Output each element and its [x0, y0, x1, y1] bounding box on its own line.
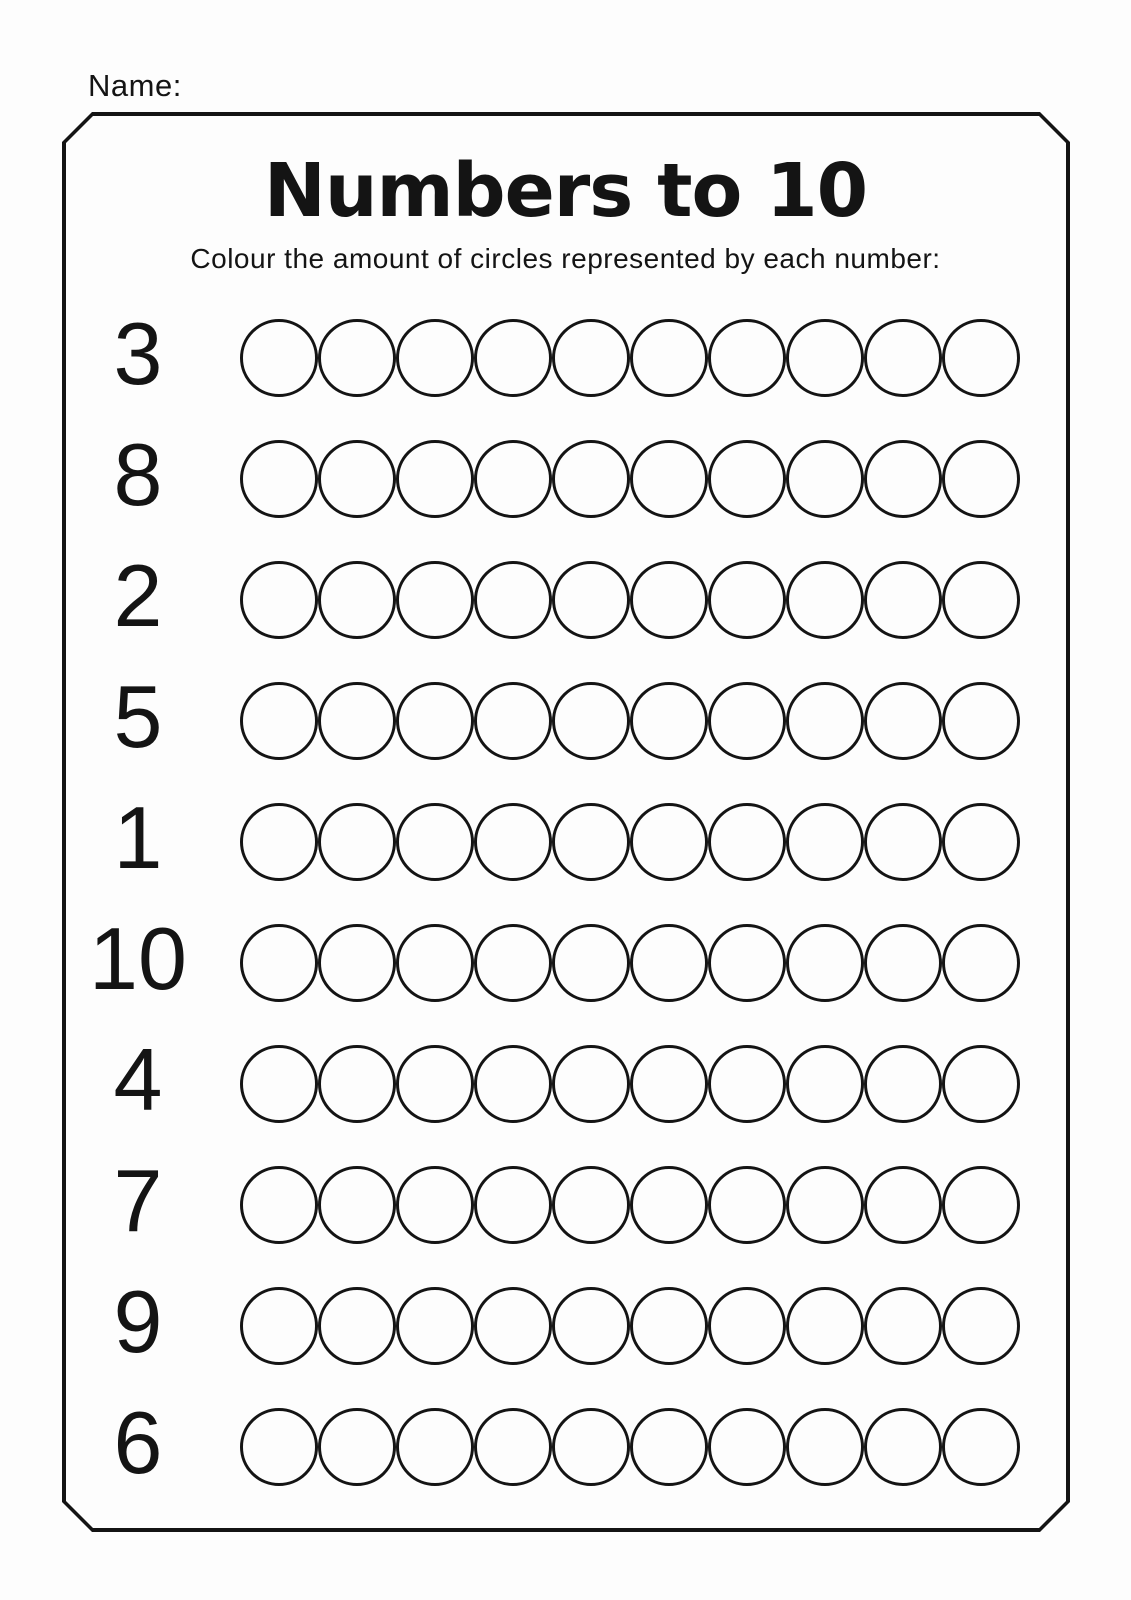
- colour-circle[interactable]: [474, 319, 552, 397]
- circle-strip: [240, 1287, 1020, 1365]
- colour-circle[interactable]: [396, 1287, 474, 1365]
- colour-circle[interactable]: [240, 561, 318, 639]
- colour-circle[interactable]: [708, 561, 786, 639]
- colour-circle[interactable]: [942, 803, 1020, 881]
- row-number-label: 6: [113, 1392, 163, 1492]
- colour-circle[interactable]: [786, 561, 864, 639]
- worksheet-row: [0, 1386, 1131, 1507]
- row-number-label: 5: [113, 666, 163, 766]
- row-number-label: 1: [113, 787, 163, 887]
- circle-strip: [240, 319, 1020, 397]
- colour-circle[interactable]: [240, 319, 318, 397]
- row-number-label: 9: [113, 1271, 163, 1371]
- worksheet-row: [0, 1144, 1131, 1265]
- colour-circle[interactable]: [864, 1045, 942, 1123]
- colour-circle[interactable]: [552, 1287, 630, 1365]
- colour-circle[interactable]: [396, 1408, 474, 1486]
- colour-circle[interactable]: [630, 1287, 708, 1365]
- name-label: Name:: [88, 68, 182, 103]
- colour-circle[interactable]: [786, 682, 864, 760]
- colour-circle[interactable]: [630, 1408, 708, 1486]
- colour-circle[interactable]: [552, 682, 630, 760]
- colour-circle[interactable]: [240, 1287, 318, 1365]
- colour-circle[interactable]: [786, 924, 864, 1002]
- worksheet-row: [0, 418, 1131, 539]
- colour-circle[interactable]: [240, 803, 318, 881]
- colour-circle[interactable]: [318, 803, 396, 881]
- colour-circle[interactable]: [786, 1287, 864, 1365]
- colour-circle[interactable]: [708, 1166, 786, 1244]
- colour-circle[interactable]: [864, 803, 942, 881]
- colour-circle[interactable]: [630, 1045, 708, 1123]
- colour-circle[interactable]: [396, 319, 474, 397]
- colour-circle[interactable]: [474, 440, 552, 518]
- colour-circle[interactable]: [864, 1408, 942, 1486]
- worksheet-row: [0, 1023, 1131, 1144]
- colour-circle[interactable]: [474, 1408, 552, 1486]
- colour-circle[interactable]: [474, 1287, 552, 1365]
- colour-circle[interactable]: [474, 1045, 552, 1123]
- colour-circle[interactable]: [942, 1045, 1020, 1123]
- colour-circle[interactable]: [318, 561, 396, 639]
- colour-circle[interactable]: [708, 319, 786, 397]
- worksheet-row: [0, 902, 1131, 1023]
- row-number-label: 3: [113, 303, 163, 403]
- colour-circle[interactable]: [630, 319, 708, 397]
- row-number-label: 10: [89, 908, 187, 1008]
- colour-circle[interactable]: [240, 1166, 318, 1244]
- colour-circle[interactable]: [240, 1408, 318, 1486]
- colour-circle[interactable]: [708, 1408, 786, 1486]
- colour-circle[interactable]: [318, 1287, 396, 1365]
- worksheet-row: [0, 297, 1131, 418]
- colour-circle[interactable]: [396, 924, 474, 1002]
- colour-circle[interactable]: [864, 924, 942, 1002]
- colour-circle[interactable]: [630, 682, 708, 760]
- colour-circle[interactable]: [474, 803, 552, 881]
- colour-circle[interactable]: [942, 319, 1020, 397]
- circle-strip: [240, 803, 1020, 881]
- colour-circle[interactable]: [630, 803, 708, 881]
- colour-circle[interactable]: [552, 319, 630, 397]
- row-number-label: 7: [113, 1150, 163, 1250]
- colour-circle[interactable]: [708, 682, 786, 760]
- colour-circle[interactable]: [786, 1166, 864, 1244]
- colour-circle[interactable]: [552, 803, 630, 881]
- colour-circle[interactable]: [864, 682, 942, 760]
- colour-circle[interactable]: [942, 1408, 1020, 1486]
- colour-circle[interactable]: [396, 1045, 474, 1123]
- colour-circle[interactable]: [318, 319, 396, 397]
- colour-circle[interactable]: [786, 1045, 864, 1123]
- circle-strip: [240, 561, 1020, 639]
- colour-circle[interactable]: [240, 1045, 318, 1123]
- colour-circle[interactable]: [708, 803, 786, 881]
- circle-strip: [240, 440, 1020, 518]
- colour-circle[interactable]: [708, 1287, 786, 1365]
- colour-circle[interactable]: [474, 561, 552, 639]
- colour-circle[interactable]: [864, 1166, 942, 1244]
- colour-circle[interactable]: [318, 1045, 396, 1123]
- colour-circle[interactable]: [786, 1408, 864, 1486]
- colour-circle[interactable]: [942, 561, 1020, 639]
- colour-circle[interactable]: [474, 682, 552, 760]
- row-number-label: 4: [113, 1029, 163, 1129]
- worksheet-row: [0, 1265, 1131, 1386]
- colour-circle[interactable]: [396, 803, 474, 881]
- circle-strip: [240, 682, 1020, 760]
- colour-circle[interactable]: [318, 924, 396, 1002]
- colour-circle[interactable]: [396, 1166, 474, 1244]
- colour-circle[interactable]: [240, 682, 318, 760]
- colour-circle[interactable]: [552, 561, 630, 639]
- colour-circle[interactable]: [474, 1166, 552, 1244]
- colour-circle[interactable]: [396, 561, 474, 639]
- colour-circle[interactable]: [864, 561, 942, 639]
- colour-circle[interactable]: [708, 440, 786, 518]
- colour-circle[interactable]: [552, 440, 630, 518]
- colour-circle[interactable]: [240, 440, 318, 518]
- colour-circle[interactable]: [396, 682, 474, 760]
- colour-circle[interactable]: [318, 1408, 396, 1486]
- colour-circle[interactable]: [942, 1287, 1020, 1365]
- colour-circle[interactable]: [786, 319, 864, 397]
- instructions-text: Colour the amount of circles represented by each number:: [190, 243, 941, 274]
- colour-circle[interactable]: [864, 1287, 942, 1365]
- colour-circle[interactable]: [318, 440, 396, 518]
- page-title: Numbers to 10: [263, 148, 868, 234]
- colour-circle[interactable]: [630, 1166, 708, 1244]
- colour-circle[interactable]: [708, 924, 786, 1002]
- colour-circle[interactable]: [552, 1045, 630, 1123]
- worksheet-row: [0, 660, 1131, 781]
- colour-circle[interactable]: [552, 924, 630, 1002]
- rows: [0, 297, 1131, 1507]
- colour-circle[interactable]: [240, 924, 318, 1002]
- row-number-label: 8: [113, 424, 163, 524]
- row-number-label: 2: [113, 545, 163, 645]
- colour-circle[interactable]: [708, 1045, 786, 1123]
- colour-circle[interactable]: [630, 561, 708, 639]
- circle-strip: [240, 1166, 1020, 1244]
- circle-strip: [240, 1045, 1020, 1123]
- colour-circle[interactable]: [942, 682, 1020, 760]
- colour-circle[interactable]: [552, 1408, 630, 1486]
- colour-circle[interactable]: [630, 440, 708, 518]
- colour-circle[interactable]: [630, 924, 708, 1002]
- colour-circle[interactable]: [474, 924, 552, 1002]
- colour-circle[interactable]: [942, 1166, 1020, 1244]
- colour-circle[interactable]: [786, 440, 864, 518]
- colour-circle[interactable]: [864, 319, 942, 397]
- worksheet-row: [0, 539, 1131, 660]
- circle-strip: [240, 924, 1020, 1002]
- worksheet-row: [0, 781, 1131, 902]
- colour-circle[interactable]: [786, 803, 864, 881]
- colour-circle[interactable]: [942, 440, 1020, 518]
- colour-circle[interactable]: [552, 1166, 630, 1244]
- colour-circle[interactable]: [864, 440, 942, 518]
- colour-circle[interactable]: [942, 924, 1020, 1002]
- colour-circle[interactable]: [318, 1166, 396, 1244]
- colour-circle[interactable]: [396, 440, 474, 518]
- colour-circle[interactable]: [318, 682, 396, 760]
- circle-strip: [240, 1408, 1020, 1486]
